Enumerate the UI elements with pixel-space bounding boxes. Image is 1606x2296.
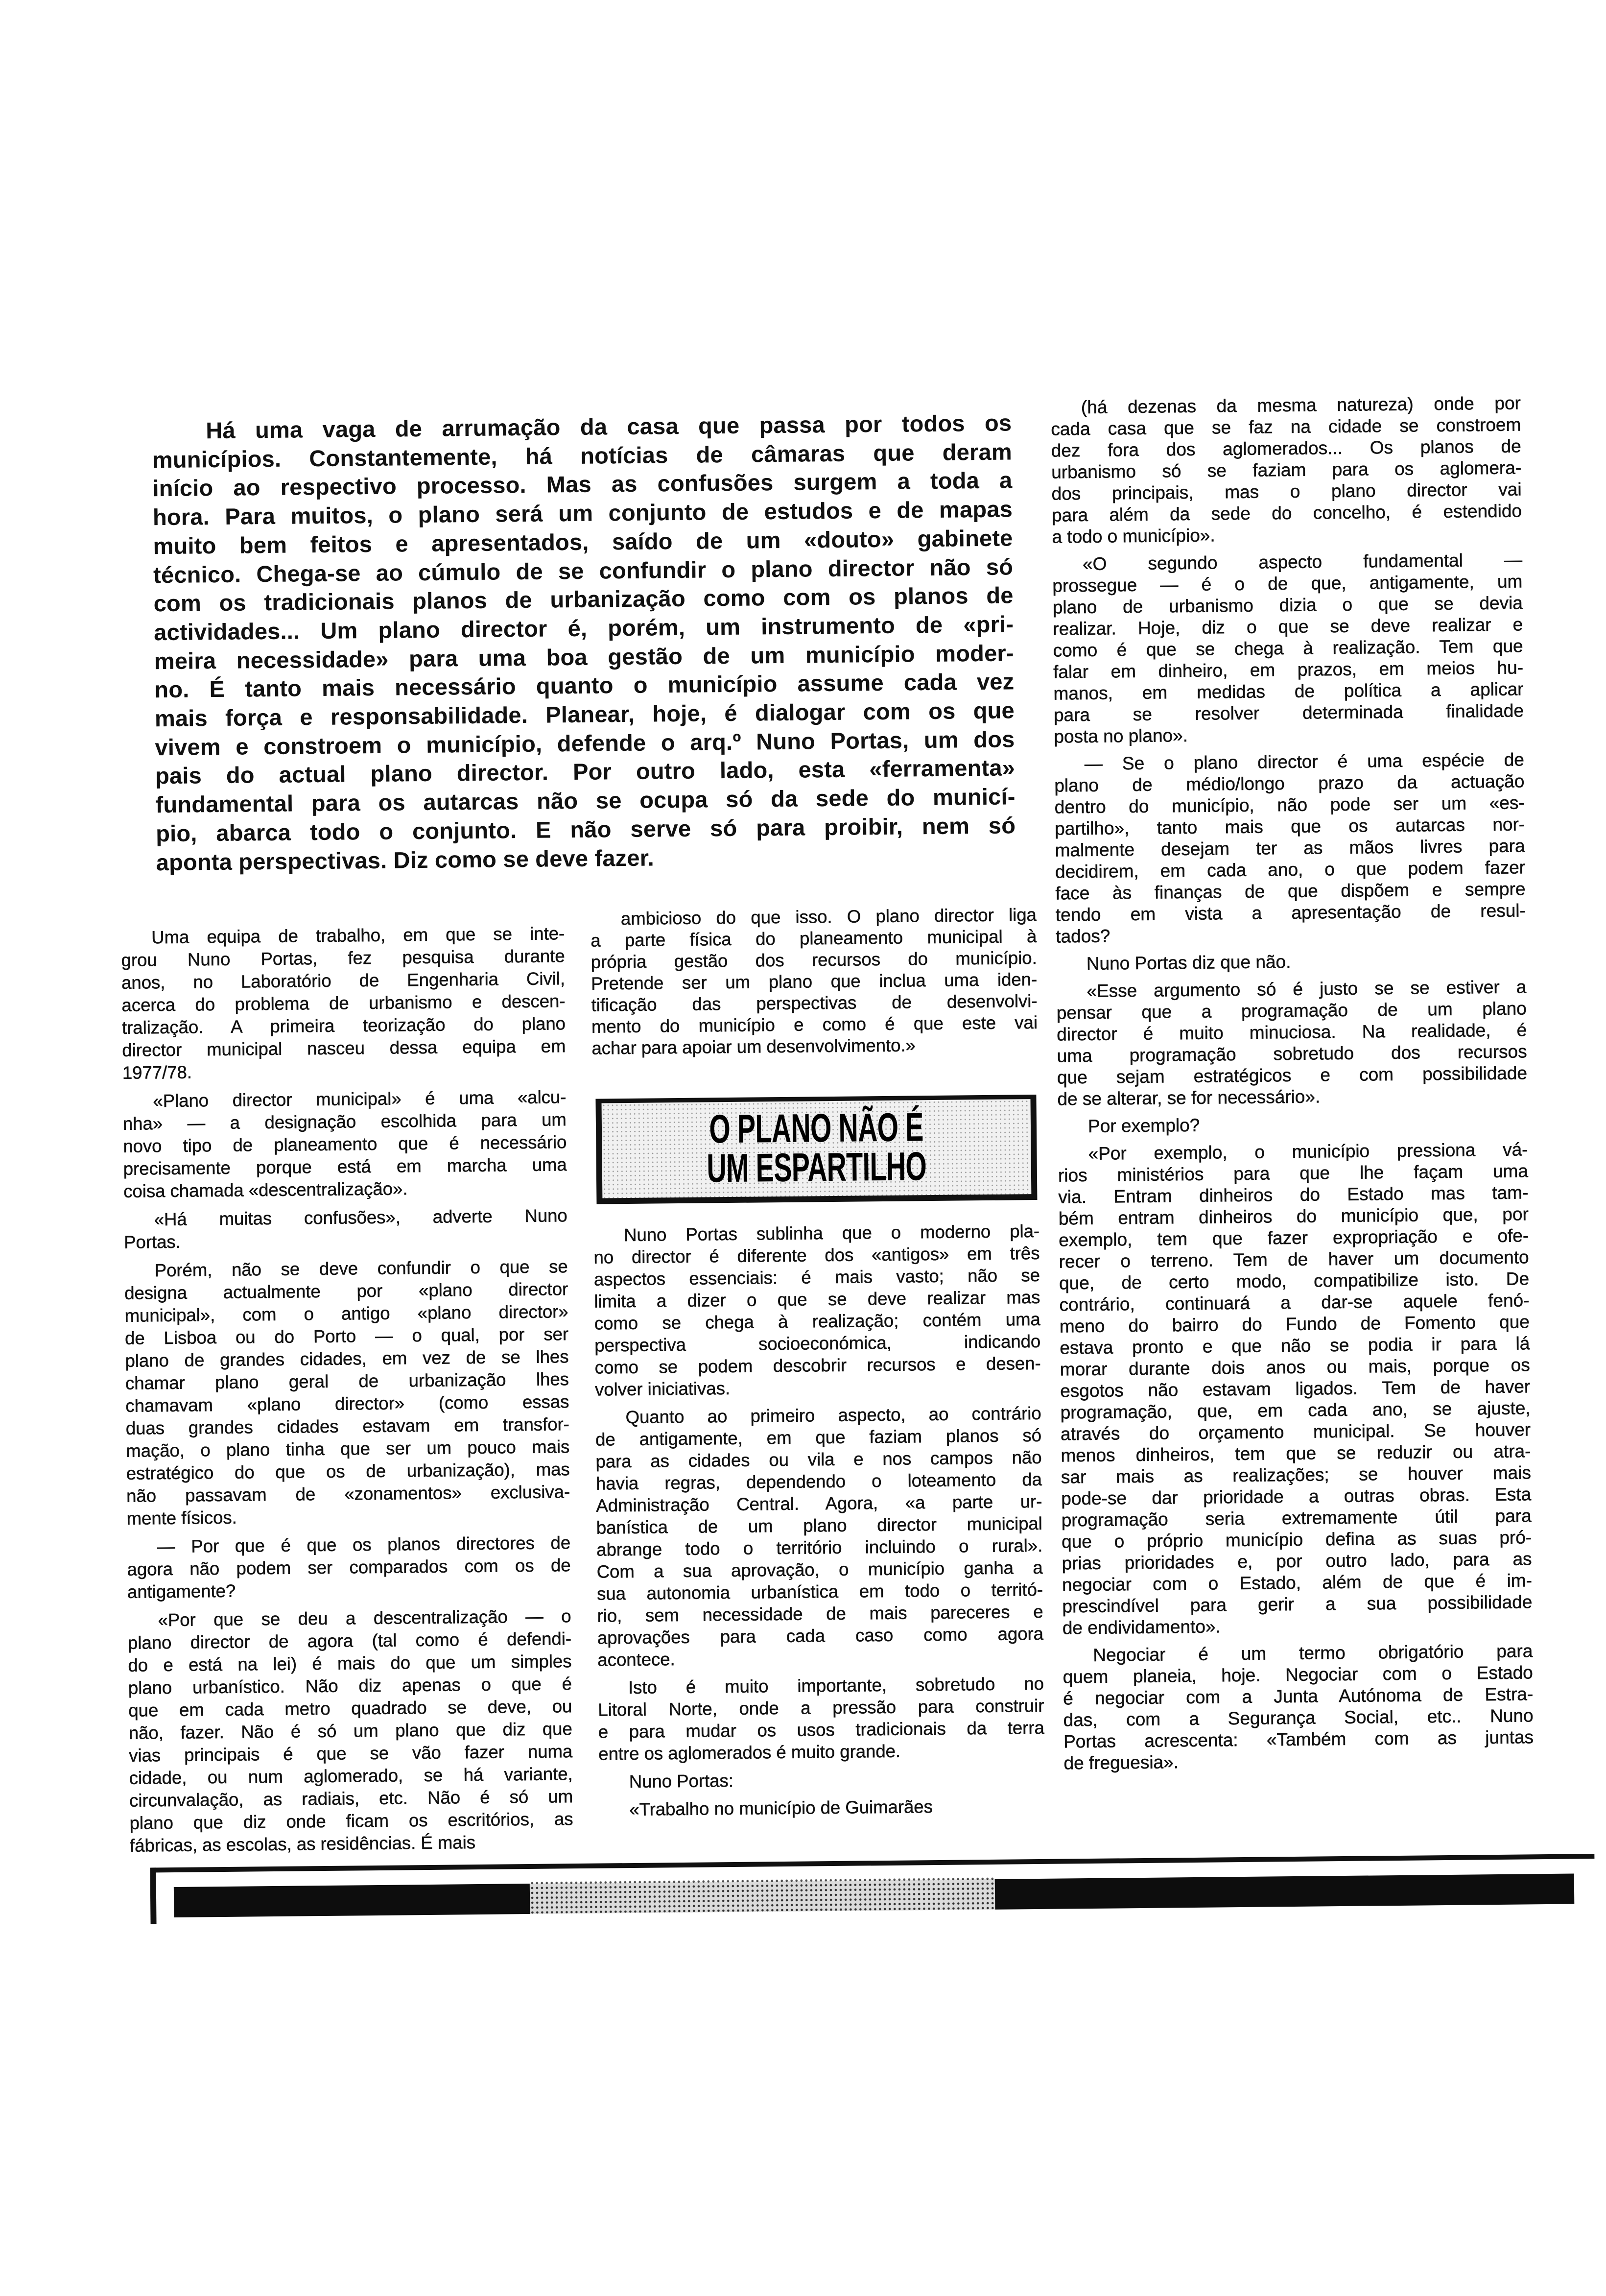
text-line: plano de médio/longo prazo da actuação — [1054, 771, 1525, 796]
text-line: actividades... Um plano director é, porém, um instrumento de «pri- — [153, 611, 1014, 646]
text-line: do e está na lei) é mais do que um simples — [128, 1651, 572, 1675]
text-line: tralização. A primeira teorização do plano — [121, 1013, 566, 1038]
section-headline-line-2: UM ESPARTILHO — [707, 1144, 927, 1191]
text-line: pensar que a programação de um plano — [1056, 998, 1527, 1023]
text-line: Com a sua aprovação, o município ganha a — [596, 1557, 1043, 1582]
section-headline-line-1: O PLANO NÃO É — [709, 1105, 924, 1152]
paragraph — [122, 1086, 567, 1203]
text-line: não, fazer. Não é só um plano que diz que — [128, 1719, 572, 1743]
text-line: estava pronto e que não se podia ir para lá — [1060, 1333, 1530, 1358]
paragraph — [124, 1255, 570, 1530]
paragraph — [1052, 549, 1524, 747]
article-column-2-top — [590, 904, 1038, 1059]
text-line: Uma equipa de trabalho, em que se inte- — [151, 923, 565, 948]
text-line: que sejam estratégicos e com possibilidade — [1057, 1063, 1528, 1088]
text-line: como se podem descobrir recursos e desen- — [594, 1353, 1041, 1378]
text-line: cada casa que se faz na cidade se constroem — [1051, 414, 1521, 439]
text-line: programação, que, em cada ano, se ajuste, — [1060, 1398, 1531, 1423]
text-line: malmente desejam ter as mãos livres para — [1055, 836, 1525, 861]
text-line: morar durante dois anos ou mais, porque os — [1060, 1355, 1530, 1380]
text-line: que o próprio município defina as suas pró- — [1061, 1527, 1532, 1552]
paragraph — [152, 408, 1016, 877]
text-line: Porém, não se deve confundir o que se — [154, 1256, 568, 1281]
text-line: nha» — a designação escolhida para um — [122, 1109, 567, 1134]
paragraph — [1056, 976, 1527, 1110]
text-line: para além da sede do concelho, é estendido — [1051, 501, 1522, 526]
text-line: Por exemplo? — [1087, 1115, 1200, 1136]
text-line: de endividamento». — [1062, 1616, 1221, 1638]
text-line: Litoral Norte, onde a pressão para construir — [598, 1695, 1044, 1720]
text-line: prescindível para gerir a sua possibilidade — [1062, 1592, 1533, 1617]
text-line: aspectos essenciais: é mais vasto; não se — [593, 1265, 1040, 1290]
text-line: banística de um plano director municipal — [596, 1513, 1042, 1538]
text-line: técnico. Chega-se ao cúmulo de se confundir o plano director não só — [153, 553, 1014, 588]
text-line: negociar com o Estado, além de que é im- — [1062, 1570, 1533, 1595]
text-line: plano de urbanismo dizia o que se devia — [1052, 593, 1523, 618]
text-line: muito bem feitos e apresentados, saído de um «douto» gabinete — [153, 525, 1013, 559]
text-line: a todo o município». — [1052, 525, 1215, 547]
text-line: designa actualmente por «plano director — [124, 1279, 568, 1303]
text-line: dos principais, mas o plano director vai — [1051, 479, 1522, 504]
text-line: «O segundo aspecto fundamental — — [1082, 550, 1523, 574]
text-line: hora. Para muitos, o plano será um conjunto de estudos e de mapas — [152, 496, 1013, 530]
text-line: no director é diferente dos «antigos» em três — [593, 1243, 1040, 1268]
text-line: prias prioridades e, por outro lado, para as — [1062, 1549, 1532, 1574]
text-line: fábricas, as escolas, as residências. É mais — [129, 1832, 476, 1856]
paragraph — [598, 1673, 1045, 1765]
text-line: Isto é muito importante, sobretudo no — [628, 1673, 1044, 1698]
text-line: Quanto ao primeiro aspecto, ao contrário — [625, 1403, 1041, 1428]
text-line: face às finanças de que dispõem e sempre — [1055, 879, 1526, 904]
text-line: no. É tanto mais necessário quanto o município assume cada vez — [154, 668, 1015, 703]
text-line: (há dezenas da mesma natureza) onde por — [1081, 393, 1521, 418]
text-line: quem planeia, hoje. Negociar com o Estado — [1063, 1662, 1533, 1687]
text-line: uma programação sobretudo dos recursos — [1057, 1041, 1527, 1066]
text-line: entre os aglomerados é muito grande. — [598, 1741, 901, 1764]
paragraph — [590, 904, 1038, 1059]
text-line: menos dinheiros, tem que se reduzir ou atra- — [1061, 1441, 1531, 1466]
text-line: através do orçamento municipal. Se houver — [1060, 1419, 1531, 1444]
text-line: aponta perspectivas. Diz como se deve fazer. — [156, 844, 655, 875]
text-line: manos, em medidas de política a aplicar — [1053, 679, 1524, 704]
text-line: Portas acrescenta: «Também com as juntas — [1063, 1727, 1534, 1752]
text-line: «Há muitas confusões», adverte Nuno — [154, 1205, 567, 1230]
text-line: para se resolver determinada finalidade — [1053, 700, 1524, 725]
text-line: coisa chamada «descentralização». — [123, 1178, 408, 1201]
article-column-3 — [1051, 392, 1534, 1780]
text-line: chamar plano geral de urbanização lhes — [125, 1369, 569, 1393]
text-line: director é muito minuciosa. Na realidade, é — [1057, 1020, 1527, 1045]
text-line: plano director de agora (tal como é defendi- — [127, 1628, 572, 1653]
text-line: programação seria extremamente útil para — [1061, 1506, 1532, 1531]
text-line: não passavam de «zonamentos» exclusiva- — [126, 1482, 570, 1506]
text-line: «Por que se deu a descentralização — o — [158, 1606, 571, 1630]
text-line: antigamente? — [127, 1580, 236, 1602]
text-line: a parte física do planeamento municipal à — [590, 926, 1037, 951]
text-line: grou Nuno Portas, fez pesquisa durante — [121, 946, 565, 970]
paragraph — [593, 1220, 1041, 1401]
text-line: falar em dinheiro, em prazos, em meios hu- — [1053, 657, 1524, 682]
paragraph — [1063, 1640, 1534, 1774]
paragraph — [599, 1767, 1045, 1793]
text-line: Nuno Portas diz que não. — [1086, 951, 1291, 974]
paragraph — [599, 1794, 1045, 1821]
text-line: acerca do problema de urbanismo e descen- — [121, 991, 566, 1015]
text-line: mente físicos. — [126, 1507, 237, 1529]
text-line: rio, sem necessidade de mais pareceres e — [597, 1601, 1043, 1626]
text-line: chamavam «plano director» (como essas — [125, 1391, 569, 1416]
text-line: dentro do município, não pode ser um «es- — [1054, 792, 1525, 817]
text-line: cidade, ou num aglomerado, se há variante, — [129, 1764, 573, 1788]
text-line: plano urbanístico. Não diz apenas o que é — [128, 1674, 572, 1698]
text-line: «Esse argumento só é justo se se estiver a — [1086, 977, 1527, 1002]
text-line: Nuno Portas: — [629, 1770, 734, 1792]
paragraph — [1058, 1111, 1528, 1137]
paragraph — [124, 1204, 568, 1254]
text-line: acontece. — [597, 1649, 675, 1670]
text-line: mais força e responsabilidade. Planear, hoje, é dialogar com os que — [154, 697, 1015, 732]
text-line: volver iniciativas. — [594, 1378, 731, 1400]
text-line: Portas. — [124, 1231, 181, 1252]
text-line: e para mudar os usos tradicionais da terra — [598, 1717, 1044, 1742]
text-line: — Por que é que os planos directores de — [157, 1532, 571, 1557]
text-line: sar mais as realizações; se houver mais — [1061, 1462, 1532, 1487]
text-line: tendo em vista a apresentação de resul- — [1055, 900, 1526, 925]
paragraph — [1058, 1139, 1533, 1639]
text-line: director municipal nasceu dessa equipa em — [122, 1036, 566, 1060]
text-line: de antigamente, em que faziam planos só — [595, 1425, 1042, 1450]
text-line: realizar. Hoje, diz o que se deve realizar e — [1053, 614, 1523, 639]
text-line: que em cada metro quadrado se deve, ou — [128, 1696, 572, 1721]
text-line: limita a dizer o que se deve realizar mas — [594, 1287, 1040, 1312]
text-line: é negociar com a Junta Autónoma de Estra- — [1063, 1684, 1534, 1709]
text-line: «Trabalho no município de Guimarães — [629, 1796, 933, 1820]
text-line: dez fora dos aglomerados... Os planos de — [1051, 436, 1521, 461]
bottom-halftone-strip — [530, 1876, 995, 1916]
text-line: agora não podem ser comparados com os de — [127, 1555, 571, 1579]
text-line: pio, abarca todo o conjunto. E não serve só para proibir, nem só — [155, 812, 1016, 847]
text-line: das, com a Segurança Social, etc.. Nuno — [1063, 1705, 1534, 1730]
text-line: estratégico do que os de urbanização), mas — [126, 1459, 570, 1483]
text-line: «Por exemplo, o município pressiona vá- — [1088, 1139, 1528, 1164]
article-lede — [152, 408, 1016, 877]
text-line: como é que se chega à realização. Tem que — [1053, 636, 1523, 661]
text-line: Nuno Portas sublinha que o moderno pla- — [623, 1220, 1040, 1245]
text-line: «Plano director municipal» é uma «alcu- — [153, 1087, 567, 1111]
text-line: sua autonomia urbanística em todo o territó- — [596, 1579, 1043, 1604]
text-line: 1977/78. — [122, 1062, 192, 1083]
text-line: perspectiva socioeconómica, indicando — [594, 1331, 1041, 1356]
text-line: recer o terreno. Tem de haver um documento — [1059, 1247, 1529, 1272]
text-line: meira necessidade» para uma boa gestão de um município moder- — [154, 640, 1014, 674]
text-line: prossegue — é o de que, antigamente, um — [1052, 571, 1523, 596]
text-line: vivem e constroem o município, defende o arq.º Nuno Portas, um dos — [155, 726, 1015, 760]
text-line: bém entram dinheiros do município que, por — [1058, 1204, 1529, 1229]
text-line: — Se o plano director é uma espécie de — [1084, 749, 1525, 774]
text-line: precisamente porque está em marcha uma — [123, 1154, 567, 1179]
text-line: rios ministérios para que lhe façam uma — [1058, 1161, 1529, 1186]
text-line: decidirem, em cada ano, o que podem fazer — [1055, 857, 1526, 882]
text-line: municipal», com o antigo «plano director» — [124, 1301, 568, 1326]
text-line: via. Entram dinheiros do Estado mas tam- — [1058, 1182, 1529, 1207]
text-line: para as cidades ou vila e nos campos não — [595, 1447, 1042, 1472]
text-line: Há uma vaga de arrumação da casa que passa por todos os — [206, 409, 1012, 444]
text-line: exemplo, tem que fazer expropriação e ofe- — [1059, 1225, 1529, 1250]
text-line: início ao respectivo processo. Mas as confusões surgem a toda a — [152, 467, 1013, 502]
text-line: mento do município e como é que este vai — [591, 1012, 1038, 1037]
paragraph — [127, 1531, 571, 1603]
section-headline-box — [595, 1095, 1037, 1204]
text-line: ambicioso do que isso. O plano director liga — [620, 904, 1037, 929]
text-line: anos, no Laboratório de Engenharia Civil, — [121, 968, 566, 993]
paragraph — [121, 922, 566, 1084]
text-line: abrange todo o território incluindo o rural». — [596, 1535, 1043, 1560]
text-line: partilho», tanto mais que os autarcas nor- — [1054, 814, 1525, 839]
text-line: meno do bairro do Fundo de Fomento que — [1059, 1312, 1530, 1337]
text-line: de freguesia». — [1063, 1752, 1179, 1773]
paragraph — [1051, 392, 1522, 548]
text-line: circunvalação, as radiais, etc. Não é só um — [129, 1786, 573, 1811]
text-line: pode-se dar prioridade a outras obras. Esta — [1061, 1484, 1532, 1509]
text-line: fundamental para os autarcas não se ocupa só da sede do municí- — [155, 783, 1016, 818]
text-line: achar para apoiar um desenvolvimento.» — [591, 1035, 916, 1058]
text-line: esgotos não estavam ligados. Tem de haver — [1060, 1376, 1531, 1401]
text-line: posta no plano». — [1054, 725, 1188, 747]
text-line: tados? — [1056, 926, 1110, 947]
text-line: duas grandes cidades estavam em transfor- — [125, 1414, 570, 1438]
text-line: Negociar é um termo obrigatório para — [1093, 1641, 1533, 1665]
article-column-2-bottom — [593, 1220, 1045, 1827]
text-line: aprovações para cada caso como agora — [597, 1623, 1044, 1648]
text-line: pais do actual plano director. Por outro lado, esta «ferramenta» — [155, 754, 1016, 789]
text-line: com os tradicionais planos de urbanização como com os planos de — [153, 582, 1014, 617]
paragraph — [1054, 749, 1526, 947]
text-line: que, de certo modo, compatibilize isto. De — [1059, 1268, 1530, 1293]
text-line: municípios. Constantemente, há notícias de câmaras que deram — [152, 438, 1013, 473]
paragraph — [127, 1605, 573, 1857]
text-line: como se chega à realização; contém uma — [594, 1309, 1040, 1334]
text-line: Administração Central. Agora, «a parte ur- — [596, 1491, 1042, 1516]
text-line: de se alterar, se for necessário». — [1057, 1086, 1321, 1109]
text-line: tificação das perspectivas de desenvolvi- — [591, 990, 1038, 1015]
paragraph — [595, 1402, 1043, 1671]
article-column-1 — [121, 922, 573, 1863]
text-line: própria gestão dos recursos do município. — [590, 947, 1037, 972]
text-line: urbanismo só se faziam para os aglomera- — [1051, 457, 1522, 482]
text-line: plano de grandes cidades, em vez de se lhes — [125, 1346, 569, 1371]
text-line: Pretende ser um plano que inclua uma iden- — [590, 969, 1038, 994]
text-line: vias principais é que se vão fazer numa — [129, 1741, 573, 1766]
text-line: de Lisboa ou do Porto — o qual, por ser — [124, 1324, 569, 1348]
text-line: plano que diz onde ficam os escritórios, as — [129, 1809, 573, 1833]
text-line: havia regras, dependendo o loteamento da — [595, 1469, 1042, 1494]
text-line: novo tipo de planeamento que é necessário — [123, 1132, 567, 1156]
text-line: mação, o plano tinha que ser um pouco mais — [126, 1436, 570, 1461]
paragraph — [1056, 949, 1526, 975]
text-line: contrário, continuará a dar-se aquele fenó- — [1059, 1290, 1530, 1315]
